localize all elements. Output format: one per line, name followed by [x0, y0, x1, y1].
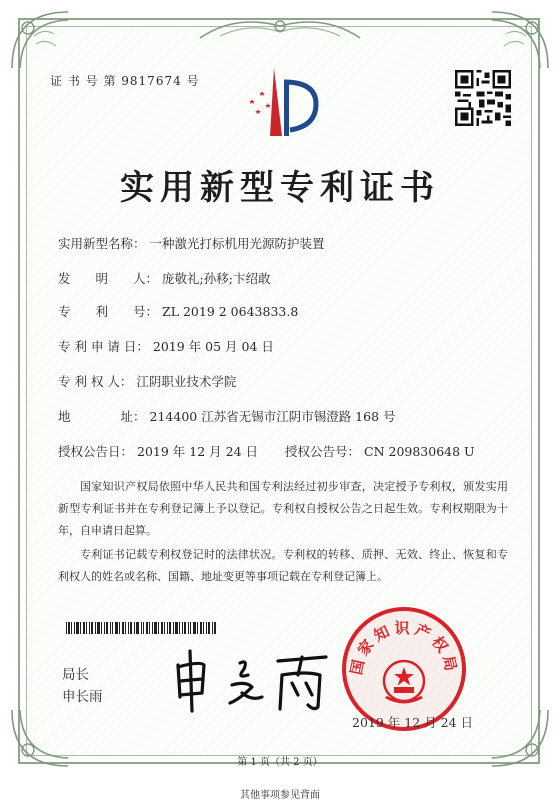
field-label: 专 利 号：	[58, 304, 159, 319]
field-address	[58, 407, 396, 425]
corner-ornament-top-right	[482, 8, 552, 78]
back-side-note: 其他事项参见背面	[240, 790, 320, 801]
certificate-number	[50, 72, 200, 89]
qr-code	[455, 70, 511, 126]
field-patent-number	[58, 302, 298, 320]
field-label: 授权公告日：	[58, 444, 134, 459]
field-value: CN 209830648 U	[364, 444, 475, 459]
field-utility-model-name	[58, 234, 325, 252]
seal-date: 2019 年 12 月 24 日	[352, 715, 473, 730]
field-label: 授权公告号：	[285, 444, 361, 459]
field-grant-date	[58, 442, 258, 460]
cnipa-logo	[240, 60, 326, 140]
field-application-date	[58, 337, 274, 355]
field-publication-number	[285, 442, 475, 460]
field-patentee	[58, 372, 236, 390]
field-label: 专 利 申 请 日：	[58, 339, 149, 354]
legal-status-paragraph: 专利证书记载专利权登记时的法律状况。专利权的转移、质押、无效、终止、恢复和专利权人的姓名或名称、国籍、地址变更等事项记载在专利登记簿上。	[58, 548, 508, 583]
field-value: ZL 2019 2 0643833.8	[162, 304, 299, 319]
field-label: 发 明 人：	[58, 271, 159, 286]
handwritten-signature	[170, 645, 340, 715]
corner-ornament-top-left	[8, 8, 78, 78]
grant-paragraph: 国家知识产权局依照中华人民共和国专利法经过初步审查，决定授予专利权，颁发实用新型专利证书并在专利登记簿上予以登记。专利权自授权公告之日起生效。专利权期限为十年，自申请日起算。	[58, 480, 508, 537]
field-value: 2019 年 12 月 24 日	[137, 444, 259, 459]
certificate-number-value: 9817674	[121, 74, 182, 88]
field-label: 地 址：	[58, 409, 146, 424]
signatory-name: 申长雨	[62, 689, 103, 705]
page-indicator: 第 1 页（共 2 页）	[237, 757, 323, 768]
field-value: 214400 江苏省无锡市江阴市锡澄路 168 号	[149, 409, 396, 424]
certificate-number-label: 证 书 号 第	[50, 74, 117, 88]
field-value: 江阴职业技术学院	[136, 374, 237, 389]
certificate-title: 实用新型专利证书	[120, 168, 440, 208]
field-label: 专 利 权 人：	[58, 374, 133, 389]
certificate-number-suffix: 号	[186, 74, 200, 88]
field-inventors	[58, 269, 270, 287]
field-value: 2019 年 05 月 04 日	[152, 339, 274, 354]
top-center-ornament	[190, 12, 370, 46]
barcode	[66, 622, 216, 634]
field-value: 一种激光打标机用光源防护装置	[149, 236, 325, 251]
seal-text: 国家知识产权局	[347, 619, 461, 677]
signature-title: 局长	[62, 667, 89, 683]
field-label: 实用新型名称：	[58, 236, 146, 251]
field-value: 庞敬礼;孙移;卞绍敢	[162, 271, 271, 286]
